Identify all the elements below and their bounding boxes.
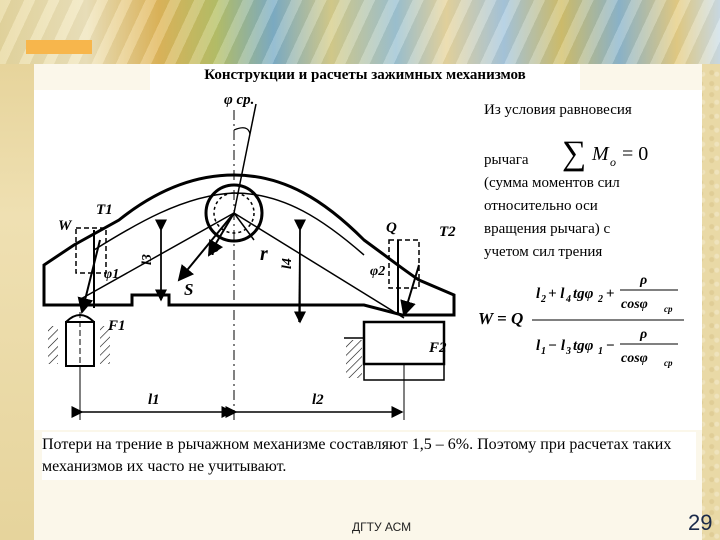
svg-text:M: M [592, 143, 609, 165]
svg-text:l: l [536, 286, 541, 302]
label-F2: F2 [429, 340, 447, 356]
svg-text:l: l [536, 338, 541, 354]
text-friction: учетом сил трения [484, 244, 603, 260]
formula-clamping-force [478, 266, 688, 376]
footer-label: ДГТУ АСМ [352, 520, 412, 534]
label-F1: F1 [108, 318, 126, 334]
text-lever-rotation: вращения рычага) с [484, 221, 611, 237]
force-W-arrow [82, 240, 100, 312]
label-rho: ρ [212, 241, 220, 256]
slide-title: Конструкции и расчеты зажимных механизмов [204, 67, 526, 83]
text-equilibrium: Из условия равновесия [484, 102, 632, 118]
svg-text:3: 3 [566, 346, 571, 357]
svg-text:1: 1 [541, 346, 546, 357]
label-r: r [260, 243, 268, 265]
svg-text:ρ: ρ [640, 327, 648, 342]
text-sum-moments: (сумма моментов сил [484, 175, 620, 191]
svg-text:1: 1 [598, 346, 603, 357]
svg-text:= 0: = 0 [622, 143, 649, 165]
svg-text:+ l: + l [548, 286, 565, 302]
top-decor-band [0, 0, 720, 64]
lever-mechanism-figure [34, 90, 460, 430]
label-Q: Q [386, 220, 397, 236]
left-decor-band [0, 0, 34, 540]
label-l1: l1 [148, 392, 160, 408]
page-number: 29 [688, 510, 713, 535]
svg-text:− l: − l [548, 338, 566, 354]
svg-text:tgφ: tgφ [573, 286, 594, 302]
label-l3: l3 [140, 254, 155, 265]
svg-text:∑: ∑ [562, 135, 587, 172]
friction-loss-paragraph: Потери на трение в рычажном механизме составляют 1,5 – 6%. Поэтому при расчетах таких механизмов их часто не учитывают. [42, 432, 696, 480]
label-l2: l2 [312, 392, 324, 408]
svg-text:2: 2 [598, 294, 603, 305]
label-S: S [184, 280, 194, 299]
formula-sum-moments [562, 130, 672, 176]
svg-text:ρ: ρ [640, 273, 648, 288]
svg-text:4: 4 [566, 294, 571, 305]
svg-text:ср: ср [664, 358, 673, 368]
svg-text:cosφ: cosφ [621, 351, 648, 366]
svg-text:+: + [606, 286, 615, 302]
lever-body [44, 175, 454, 315]
label-l4: l4 [280, 258, 295, 269]
label-phi1: φ1 [104, 267, 120, 282]
label-T2: T2 [439, 224, 456, 240]
lever-diagram [34, 90, 460, 430]
svg-text:o: o [610, 155, 616, 169]
svg-text:ср: ср [664, 304, 673, 314]
label-phi2: φ2 [370, 264, 386, 279]
label-T1: T1 [96, 202, 113, 218]
svg-text:W = Q: W = Q [478, 309, 524, 328]
svg-text:2: 2 [541, 294, 546, 305]
label-phi-cp: φ ср. [224, 92, 255, 108]
text-lever: рычага [484, 152, 529, 168]
label-W: W [58, 218, 72, 234]
svg-text:−: − [606, 338, 615, 354]
orange-accent-bar [26, 40, 92, 54]
text-relative-axis: относительно оси [484, 198, 598, 214]
svg-text:cosφ: cosφ [621, 297, 648, 312]
svg-text:tgφ: tgφ [573, 338, 594, 354]
